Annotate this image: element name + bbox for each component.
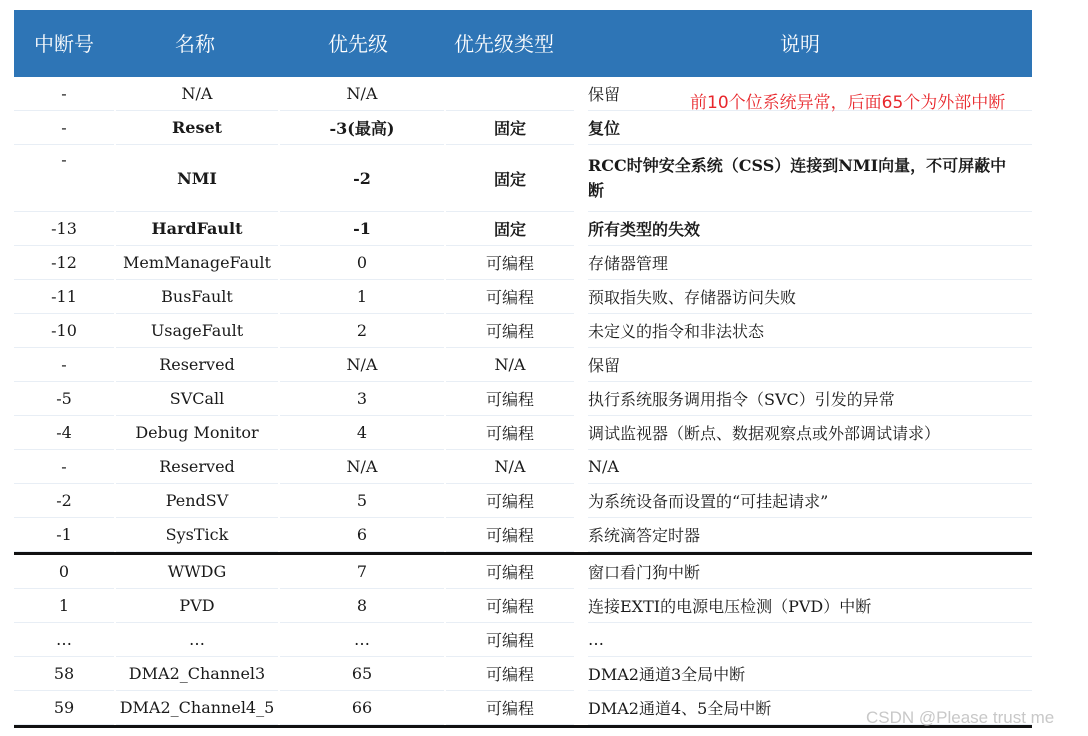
cell-name: UsageFault [116,314,278,348]
cell-name: Reserved [116,348,278,382]
cell-num: 0 [14,555,114,589]
cell-name: Reserved [116,450,278,484]
table-row [14,212,1032,246]
header-type: 优先级类型 [454,31,554,56]
cell-type: 可编程 [446,589,574,623]
header-desc: 说明 [780,31,820,56]
cell-priority: -2 [280,145,444,212]
table-row [14,111,1032,145]
header-priority: 优先级 [328,31,388,56]
cell-priority: 0 [280,246,444,280]
table-row [14,145,1032,212]
cell-type: 可编程 [446,246,574,280]
cell-num: - [14,111,114,145]
cell-desc: 执行系统服务调用指令（SVC）引发的异常 [588,382,1032,416]
table-row [14,589,1032,623]
cell-name: HardFault [116,212,278,246]
cell-desc: 连接EXTI的电源电压检测（PVD）中断 [588,589,1032,623]
cell-desc: 为系统设备而设置的“可挂起请求” [588,484,1032,518]
cell-name: PendSV [116,484,278,518]
cell-priority: N/A [280,348,444,382]
cell-type: 可编程 [446,623,574,657]
cell-priority: 66 [280,691,444,725]
cell-priority: N/A [280,77,444,111]
cell-desc: DMA2通道3全局中断 [588,657,1032,691]
cell-type: N/A [446,348,574,382]
cell-priority: 7 [280,555,444,589]
cell-num: -13 [14,212,114,246]
cell-type: 固定 [446,111,574,145]
cell-num: -5 [14,382,114,416]
table-header [14,10,1032,77]
header-num: 中断号 [34,31,94,56]
table-row [14,348,1032,382]
cell-type: 可编程 [446,416,574,450]
cell-num: -11 [14,280,114,314]
cell-num: 1 [14,589,114,623]
cell-priority: … [280,623,444,657]
cell-num: 59 [14,691,114,725]
cell-num: -1 [14,518,114,552]
cell-type [446,77,574,111]
cell-desc: 复位 [588,111,1032,145]
cell-desc: RCC时钟安全系统（CSS）连接到NMI向量，不可屏蔽中断 [588,145,1032,212]
table-row [14,246,1032,280]
watermark: CSDN @Please trust me [866,708,1055,727]
table-row [14,382,1032,416]
cell-priority: 2 [280,314,444,348]
cell-num: … [14,623,114,657]
table-row [14,280,1032,314]
cell-name: Reset [116,111,278,145]
cell-num: - [14,450,114,484]
cell-desc: 调试监视器（断点、数据观察点或外部调试请求） [588,416,1032,450]
cell-name: … [116,623,278,657]
cell-num: - [14,145,114,212]
cell-name: NMI [116,145,278,212]
cell-num: - [14,348,114,382]
cell-type: 固定 [446,145,574,212]
cell-num: -2 [14,484,114,518]
cell-desc: 预取指失败、存储器访问失败 [588,280,1032,314]
table-row [14,484,1032,518]
cell-desc: DMA2通道4、5全局中断 [588,691,1032,725]
cell-desc: 系统滴答定时器 [588,518,1032,552]
cell-priority: 6 [280,518,444,552]
header-name: 名称 [175,31,215,56]
cell-num: -10 [14,314,114,348]
table-row [14,450,1032,484]
table-row [14,552,1032,589]
cell-type: 可编程 [446,691,574,725]
table-row [14,518,1032,552]
table-row [14,623,1032,657]
cell-name: SysTick [116,518,278,552]
table-row [14,657,1032,691]
cell-type: 可编程 [446,280,574,314]
cell-name: N/A [116,77,278,111]
table-row [14,314,1032,348]
interrupt-vector-table [14,10,1032,728]
cell-desc: 存储器管理 [588,246,1032,280]
cell-priority: N/A [280,450,444,484]
cell-desc: 未定义的指令和非法状态 [588,314,1032,348]
cell-priority: 5 [280,484,444,518]
cell-type: 固定 [446,212,574,246]
table-row [14,416,1032,450]
cell-desc: 保留 [588,77,1032,111]
cell-desc: 窗口看门狗中断 [588,555,1032,589]
cell-desc: N/A [588,450,1032,484]
cell-type: 可编程 [446,657,574,691]
cell-desc: 保留 [588,348,1032,382]
annotation-note: 前10个位系统异常，后面65个为外部中断 [690,93,1006,113]
cell-name: DMA2_Channel4_5 [116,691,278,725]
cell-desc: 所有类型的失效 [588,212,1032,246]
cell-num: -12 [14,246,114,280]
cell-desc: … [588,623,1032,657]
cell-type: 可编程 [446,484,574,518]
table-body [14,77,1032,728]
cell-type: 可编程 [446,314,574,348]
cell-priority: 3 [280,382,444,416]
cell-name: SVCall [116,382,278,416]
cell-type: 可编程 [446,382,574,416]
cell-priority: 4 [280,416,444,450]
cell-name: PVD [116,589,278,623]
cell-name: BusFault [116,280,278,314]
cell-type: N/A [446,450,574,484]
cell-type: 可编程 [446,518,574,552]
cell-name: Debug Monitor [116,416,278,450]
cell-priority: -1 [280,212,444,246]
cell-priority: 8 [280,589,444,623]
cell-name: WWDG [116,555,278,589]
cell-type: 可编程 [446,555,574,589]
cell-priority: 1 [280,280,444,314]
cell-num: -4 [14,416,114,450]
cell-num: - [14,77,114,111]
cell-name: DMA2_Channel3 [116,657,278,691]
cell-name: MemManageFault [116,246,278,280]
cell-priority: -3(最高) [280,111,444,145]
cell-num: 58 [14,657,114,691]
cell-priority: 65 [280,657,444,691]
